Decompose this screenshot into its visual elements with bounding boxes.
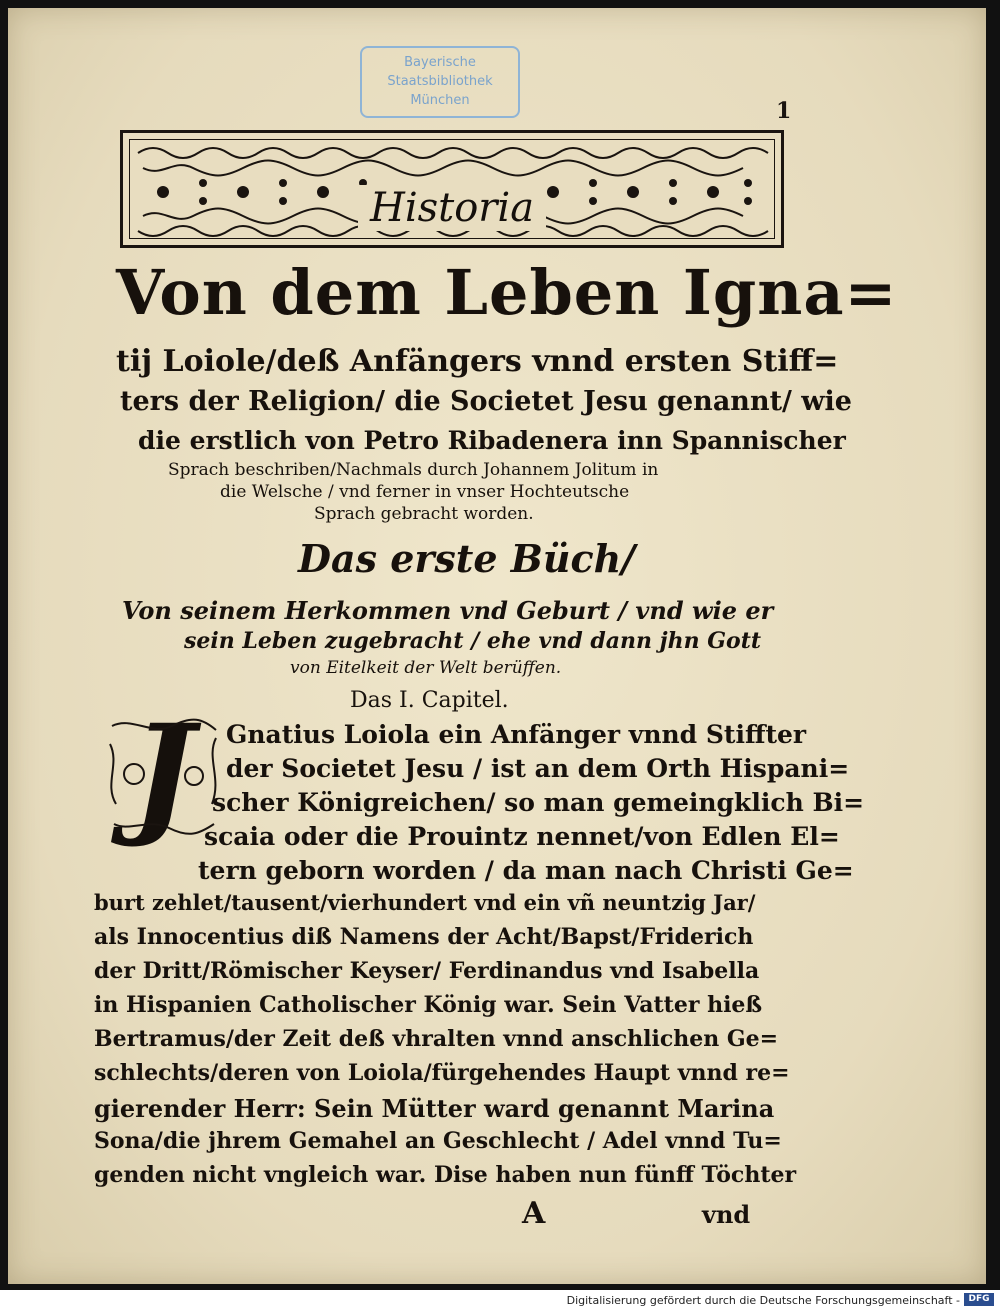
- initial-flourish-icon: [104, 714, 222, 836]
- body-line-3: scher Königreichen/ so man gemeingklich Bi=: [212, 788, 865, 817]
- body-line-7: als Innocentius diß Namens der Acht/Bapst/Friderich: [94, 924, 754, 950]
- initial-letter: J: [131, 696, 195, 851]
- catchword: vnd: [702, 1200, 751, 1229]
- body-line-1: Gnatius Loiola ein Anfänger vnnd Stiffter: [226, 720, 807, 749]
- body-line-2: der Societet Jesu / ist an dem Orth Hispani=: [226, 754, 850, 783]
- chapter-heading: Das I. Capitel.: [350, 688, 509, 713]
- title-line-5: Sprach beschriben/Nachmals durch Johannem Jolitum in: [168, 460, 659, 480]
- title-line-7: Sprach gebracht worden.: [314, 504, 534, 524]
- book-sub-line-2: sein Leben zugebracht / ehe vnd dann jhn Gott: [184, 628, 762, 654]
- body-line-5: tern geborn worden / da man nach Christi Ge=: [198, 856, 854, 885]
- library-stamp: [360, 46, 520, 118]
- ornament-title: [123, 185, 781, 231]
- body-line-13: Sona/die jhrem Gemahel an Geschlecht / Adel vnnd Tu=: [94, 1128, 782, 1154]
- stamp-line-2: Staatsbibliothek: [387, 74, 493, 89]
- page-number: 1: [776, 98, 792, 124]
- title-line-4: die erstlich von Petro Ribadenera inn Spannischer: [138, 426, 846, 455]
- book-page: [8, 8, 986, 1284]
- title-line-6: die Welsche / vnd ferner in vnser Hochteutsche: [220, 482, 630, 502]
- body-line-11: schlechts/deren von Loiola/fürgehendes Haupt vnnd re=: [94, 1060, 790, 1086]
- body-line-8: der Dritt/Römischer Keyser/ Ferdinandus vnd Isabella: [94, 958, 760, 984]
- book-sub-line-1: Von seinem Herkommen vnd Geburt / vnd wie er: [122, 596, 774, 625]
- body-line-4: scaia oder die Prouintz nennet/von Edlen El=: [204, 822, 840, 851]
- body-line-14: genden nicht vngleich war. Dise haben nun fünff Töchter: [94, 1162, 797, 1188]
- body-line-6: burt zehlet/tausent/vierhundert vnd ein vñ neuntzig Jar/: [94, 890, 756, 915]
- footer-credit-text: Digitalisierung gefördert durch die Deutsche Forschungsgemeinschaft -: [566, 1294, 960, 1307]
- stamp-line-3: München: [410, 93, 470, 108]
- ornamental-border: [120, 130, 784, 248]
- title-line-1: Von dem Leben Igna=: [116, 256, 898, 329]
- body-line-9: in Hispanien Catholischer König war. Sein Vatter hieß: [94, 992, 763, 1018]
- ornament-title-text: Historia: [358, 185, 546, 231]
- footer-bar: [0, 1290, 1000, 1310]
- title-line-3: ters der Religion/ die Societet Jesu genannt/ wie: [120, 386, 852, 417]
- dfg-logo: DFG: [964, 1293, 994, 1306]
- body-line-10: Bertramus/der Zeit deß vhralten vnnd anschlichen Ge=: [94, 1026, 779, 1052]
- body-line-12: gierender Herr: Sein Mütter ward genannt Marina: [94, 1094, 775, 1123]
- book-heading: Das erste Büch/: [298, 536, 636, 581]
- signature-mark: A: [522, 1196, 546, 1231]
- stamp-line-1: Bayerische: [404, 55, 476, 70]
- title-line-2: tij Loiole/deß Anfängers vnnd ersten Stiff=: [116, 344, 839, 379]
- decorated-initial: [104, 696, 222, 851]
- book-sub-line-3: von Eitelkeit der Welt berüffen.: [290, 658, 562, 678]
